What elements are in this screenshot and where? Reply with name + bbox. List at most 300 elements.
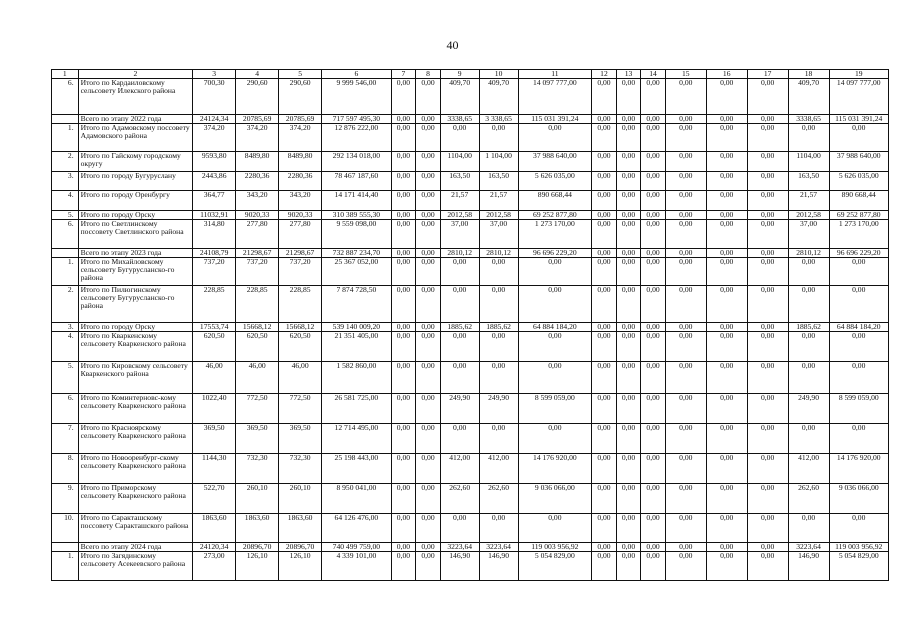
cell-value: 277,80 xyxy=(236,220,279,249)
cell-value: 0,00 xyxy=(592,249,617,258)
cell-value: 0,00 xyxy=(641,258,666,286)
cell-value: 310 389 555,30 xyxy=(322,211,392,220)
cell-value: 0,00 xyxy=(391,484,416,514)
cell-value: 290,60 xyxy=(279,79,322,115)
table-row xyxy=(52,323,889,332)
cell-value: 374,20 xyxy=(193,124,236,152)
column-number-4: 4 xyxy=(236,70,279,79)
cell-value: 0,00 xyxy=(706,152,747,172)
cell-value: 12 714 495,00 xyxy=(322,424,392,454)
cell-value: 0,00 xyxy=(416,286,441,323)
cell-value: 46,00 xyxy=(236,362,279,394)
cell-value: 0,00 xyxy=(706,258,747,286)
cell-value: 409,70 xyxy=(788,79,829,115)
table-row xyxy=(52,424,889,454)
column-number-15: 15 xyxy=(665,70,706,79)
cell-value: 21,57 xyxy=(479,191,518,211)
cell-value: 0,00 xyxy=(592,79,617,115)
cell-value: 0,00 xyxy=(592,152,617,172)
table-row xyxy=(52,220,889,249)
cell-value: 228,85 xyxy=(279,286,322,323)
cell-value: 0,00 xyxy=(706,362,747,394)
cell-value: 5 054 829,00 xyxy=(829,552,888,581)
cell-value: 0,00 xyxy=(788,514,829,543)
cell-value: 0,00 xyxy=(616,514,641,543)
table-body xyxy=(52,79,889,581)
cell-value: 25 367 052,00 xyxy=(322,258,392,286)
cell-value: 0,00 xyxy=(829,332,888,362)
cell-value: 0,00 xyxy=(391,79,416,115)
table-row xyxy=(52,484,889,514)
cell-value: 0,00 xyxy=(665,424,706,454)
cell-value: 0,00 xyxy=(616,454,641,484)
table-row xyxy=(52,211,889,220)
cell-value: 8 599 059,00 xyxy=(829,394,888,424)
cell-value: 0,00 xyxy=(391,211,416,220)
cell-value: 0,00 xyxy=(665,323,706,332)
cell-value: 0,00 xyxy=(641,332,666,362)
cell-value: 5 626 035,00 xyxy=(829,172,888,191)
cell-value: 0,00 xyxy=(829,258,888,286)
cell-value: 0,00 xyxy=(479,362,518,394)
column-number-18: 18 xyxy=(788,70,829,79)
cell-value: 0,00 xyxy=(747,394,788,424)
column-number-row xyxy=(52,70,889,79)
cell-value: 0,00 xyxy=(479,124,518,152)
cell-value: 0,00 xyxy=(479,332,518,362)
cell-value: 0,00 xyxy=(706,79,747,115)
cell-value: 0,00 xyxy=(747,362,788,394)
row-label: Итого по Красноярскому сельсовету Кваркенского района xyxy=(78,424,193,454)
cell-value: 0,00 xyxy=(416,152,441,172)
cell-value: 0,00 xyxy=(706,211,747,220)
cell-value: 277,80 xyxy=(279,220,322,249)
cell-value: 0,00 xyxy=(665,286,706,323)
cell-value: 364,77 xyxy=(193,191,236,211)
cell-value: 0,00 xyxy=(416,249,441,258)
cell-value: 0,00 xyxy=(641,552,666,581)
cell-value: 0,00 xyxy=(518,424,592,454)
cell-value: 0,00 xyxy=(391,362,416,394)
cell-value: 0,00 xyxy=(665,249,706,258)
cell-value: 0,00 xyxy=(416,258,441,286)
cell-value: 1863,60 xyxy=(193,514,236,543)
cell-value: 0,00 xyxy=(665,362,706,394)
cell-value: 0,00 xyxy=(479,286,518,323)
cell-value: 273,00 xyxy=(193,552,236,581)
cell-value: 0,00 xyxy=(641,394,666,424)
cell-value: 0,00 xyxy=(706,172,747,191)
cell-value: 9 559 098,00 xyxy=(322,220,392,249)
stage-total-row xyxy=(52,249,889,258)
cell-value: 0,00 xyxy=(641,220,666,249)
cell-value: 0,00 xyxy=(665,258,706,286)
cell-value: 0,00 xyxy=(665,152,706,172)
cell-value: 249,90 xyxy=(440,394,479,424)
cell-value: 8 599 059,00 xyxy=(518,394,592,424)
cell-value: 0,00 xyxy=(706,424,747,454)
row-label: Итого по Приморскому сельсовету Кваркенского района xyxy=(78,484,193,514)
cell-value: 1 273 170,00 xyxy=(518,220,592,249)
cell-value: 0,00 xyxy=(416,220,441,249)
cell-value: 0,00 xyxy=(391,124,416,152)
table-row xyxy=(52,332,889,362)
cell-value: 0,00 xyxy=(665,191,706,211)
table-row xyxy=(52,394,889,424)
cell-value: 37,00 xyxy=(479,220,518,249)
cell-value: 412,00 xyxy=(788,454,829,484)
column-number-13: 13 xyxy=(616,70,641,79)
cell-value: 260,10 xyxy=(236,484,279,514)
row-label: Итого по Кваркенскому сельсовету Кваркенского района xyxy=(78,332,193,362)
cell-value: 146,90 xyxy=(440,552,479,581)
row-number: 2. xyxy=(52,286,79,323)
column-number-6: 6 xyxy=(322,70,392,79)
cell-value: 539 140 009,20 xyxy=(322,323,392,332)
cell-value: 96 696 229,20 xyxy=(518,249,592,258)
cell-value: 9020,33 xyxy=(279,211,322,220)
cell-value: 0,00 xyxy=(391,220,416,249)
cell-value: 0,00 xyxy=(665,79,706,115)
cell-value: 1863,60 xyxy=(279,514,322,543)
row-label: Итого по городу Оренбургу xyxy=(78,191,193,211)
row-label: Всего по этапу 2023 года xyxy=(78,249,193,258)
cell-value: 249,90 xyxy=(788,394,829,424)
row-number: 3. xyxy=(52,323,79,332)
cell-value: 20896,70 xyxy=(236,543,279,552)
cell-value: 21,57 xyxy=(440,191,479,211)
cell-value: 620,50 xyxy=(193,332,236,362)
cell-value: 0,00 xyxy=(592,258,617,286)
cell-value: 146,90 xyxy=(479,552,518,581)
cell-value: 14 171 414,40 xyxy=(322,191,392,211)
cell-value: 1104,00 xyxy=(788,152,829,172)
table-row xyxy=(52,552,889,581)
cell-value: 620,50 xyxy=(279,332,322,362)
cell-value: 96 696 229,20 xyxy=(829,249,888,258)
stage-total-row xyxy=(52,115,889,124)
cell-value: 0,00 xyxy=(747,124,788,152)
cell-value: 0,00 xyxy=(641,543,666,552)
housing-program-table xyxy=(51,69,889,581)
cell-value: 0,00 xyxy=(747,172,788,191)
cell-value: 3338,65 xyxy=(788,115,829,124)
row-label: Итого по Светлинскому поссовету Светлинского района xyxy=(78,220,193,249)
cell-value: 890 668,44 xyxy=(518,191,592,211)
cell-value: 0,00 xyxy=(706,484,747,514)
cell-value: 0,00 xyxy=(829,362,888,394)
cell-value: 0,00 xyxy=(391,152,416,172)
cell-value: 0,00 xyxy=(479,424,518,454)
cell-value: 0,00 xyxy=(592,362,617,394)
row-number xyxy=(52,115,79,124)
cell-value: 0,00 xyxy=(706,286,747,323)
cell-value: 15668,12 xyxy=(236,323,279,332)
cell-value: 260,10 xyxy=(279,484,322,514)
cell-value: 0,00 xyxy=(518,124,592,152)
cell-value: 0,00 xyxy=(641,79,666,115)
cell-value: 0,00 xyxy=(829,424,888,454)
cell-value: 2012,58 xyxy=(479,211,518,220)
cell-value: 163,50 xyxy=(479,172,518,191)
cell-value: 0,00 xyxy=(747,332,788,362)
cell-value: 0,00 xyxy=(641,362,666,394)
cell-value: 0,00 xyxy=(747,211,788,220)
cell-value: 0,00 xyxy=(665,484,706,514)
cell-value: 0,00 xyxy=(440,332,479,362)
cell-value: 21,57 xyxy=(788,191,829,211)
cell-value: 20785,69 xyxy=(236,115,279,124)
cell-value: 0,00 xyxy=(518,514,592,543)
cell-value: 0,00 xyxy=(641,115,666,124)
cell-value: 0,00 xyxy=(641,191,666,211)
cell-value: 343,20 xyxy=(236,191,279,211)
cell-value: 0,00 xyxy=(391,191,416,211)
cell-value: 0,00 xyxy=(665,514,706,543)
cell-value: 0,00 xyxy=(479,514,518,543)
cell-value: 0,00 xyxy=(518,362,592,394)
page-number: 40 xyxy=(446,38,459,52)
cell-value: 0,00 xyxy=(829,286,888,323)
cell-value: 0,00 xyxy=(592,424,617,454)
cell-value: 9020,33 xyxy=(236,211,279,220)
row-label: Итого по Загядинскому сельсовету Асекеевского района xyxy=(78,552,193,581)
cell-value: 12 876 222,00 xyxy=(322,124,392,152)
cell-value: 4 339 101,00 xyxy=(322,552,392,581)
cell-value: 0,00 xyxy=(391,115,416,124)
cell-value: 1144,30 xyxy=(193,454,236,484)
cell-value: 0,00 xyxy=(747,552,788,581)
cell-value: 0,00 xyxy=(616,249,641,258)
row-number xyxy=(52,249,79,258)
cell-value: 37 988 640,00 xyxy=(829,152,888,172)
cell-value: 0,00 xyxy=(391,172,416,191)
row-label: Итого по Адамовскому поссовету Адамовского района xyxy=(78,124,193,152)
column-number-16: 16 xyxy=(706,70,747,79)
row-label: Итого по городу Бугуруслану xyxy=(78,172,193,191)
cell-value: 69 252 877,80 xyxy=(829,211,888,220)
cell-value: 126,10 xyxy=(279,552,322,581)
cell-value: 772,50 xyxy=(279,394,322,424)
cell-value: 0,00 xyxy=(747,543,788,552)
cell-value: 0,00 xyxy=(391,454,416,484)
cell-value: 0,00 xyxy=(706,332,747,362)
cell-value: 0,00 xyxy=(592,454,617,484)
cell-value: 146,90 xyxy=(788,552,829,581)
cell-value: 0,00 xyxy=(416,332,441,362)
row-number xyxy=(52,543,79,552)
cell-value: 262,60 xyxy=(788,484,829,514)
cell-value: 249,90 xyxy=(479,394,518,424)
column-number-14: 14 xyxy=(641,70,666,79)
cell-value: 0,00 xyxy=(416,552,441,581)
cell-value: 0,00 xyxy=(641,286,666,323)
cell-value: 0,00 xyxy=(706,191,747,211)
cell-value: 5 054 829,00 xyxy=(518,552,592,581)
row-number: 6. xyxy=(52,220,79,249)
cell-value: 0,00 xyxy=(788,332,829,362)
cell-value: 26 581 725,00 xyxy=(322,394,392,424)
cell-value: 0,00 xyxy=(616,552,641,581)
cell-value: 0,00 xyxy=(747,323,788,332)
cell-value: 0,00 xyxy=(391,249,416,258)
cell-value: 115 031 391,24 xyxy=(829,115,888,124)
cell-value: 0,00 xyxy=(665,220,706,249)
cell-value: 0,00 xyxy=(391,514,416,543)
row-number: 1. xyxy=(52,552,79,581)
cell-value: 0,00 xyxy=(416,514,441,543)
cell-value: 369,50 xyxy=(193,424,236,454)
cell-value: 14 176 920,00 xyxy=(829,454,888,484)
row-number: 8. xyxy=(52,454,79,484)
cell-value: 0,00 xyxy=(616,323,641,332)
cell-value: 46,00 xyxy=(279,362,322,394)
cell-value: 0,00 xyxy=(616,394,641,424)
row-number: 4. xyxy=(52,191,79,211)
cell-value: 1 582 860,00 xyxy=(322,362,392,394)
cell-value: 0,00 xyxy=(829,514,888,543)
cell-value: 737,20 xyxy=(279,258,322,286)
cell-value: 732,30 xyxy=(279,454,322,484)
cell-value: 262,60 xyxy=(479,484,518,514)
cell-value: 7 874 728,50 xyxy=(322,286,392,323)
cell-value: 0,00 xyxy=(641,211,666,220)
cell-value: 0,00 xyxy=(592,211,617,220)
column-number-17: 17 xyxy=(747,70,788,79)
cell-value: 0,00 xyxy=(416,454,441,484)
cell-value: 0,00 xyxy=(416,172,441,191)
cell-value: 0,00 xyxy=(416,191,441,211)
cell-value: 8 950 041,00 xyxy=(322,484,392,514)
cell-value: 0,00 xyxy=(706,323,747,332)
cell-value: 64 884 184,20 xyxy=(829,323,888,332)
cell-value: 0,00 xyxy=(641,124,666,152)
cell-value: 9 999 546,00 xyxy=(322,79,392,115)
cell-value: 0,00 xyxy=(616,220,641,249)
cell-value: 0,00 xyxy=(592,484,617,514)
cell-value: 0,00 xyxy=(440,424,479,454)
cell-value: 2012,58 xyxy=(440,211,479,220)
cell-value: 0,00 xyxy=(641,514,666,543)
row-number: 5. xyxy=(52,362,79,394)
cell-value: 15668,12 xyxy=(279,323,322,332)
cell-value: 0,00 xyxy=(747,115,788,124)
row-number: 1. xyxy=(52,258,79,286)
cell-value: 9 036 066,00 xyxy=(518,484,592,514)
cell-value: 412,00 xyxy=(440,454,479,484)
column-number-5: 5 xyxy=(279,70,322,79)
cell-value: 0,00 xyxy=(747,424,788,454)
table-row xyxy=(52,172,889,191)
cell-value: 1 273 170,00 xyxy=(829,220,888,249)
row-label: Итого по Пилюгинскому сельсовету Бугурусланско-го района xyxy=(78,286,193,323)
table-row xyxy=(52,454,889,484)
cell-value: 0,00 xyxy=(416,79,441,115)
cell-value: 0,00 xyxy=(391,323,416,332)
cell-value: 0,00 xyxy=(616,115,641,124)
cell-value: 115 031 391,24 xyxy=(518,115,592,124)
row-label: Итого по Коминтерновс-кому сельсовету Кваркенского района xyxy=(78,394,193,424)
row-label: Итого по городу Орску xyxy=(78,323,193,332)
cell-value: 228,85 xyxy=(193,286,236,323)
cell-value: 0,00 xyxy=(788,124,829,152)
row-label: Всего по этапу 2022 года xyxy=(78,115,193,124)
cell-value: 37,00 xyxy=(788,220,829,249)
cell-value: 0,00 xyxy=(440,286,479,323)
cell-value: 369,50 xyxy=(236,424,279,454)
cell-value: 0,00 xyxy=(391,258,416,286)
cell-value: 0,00 xyxy=(747,152,788,172)
row-number: 6. xyxy=(52,394,79,424)
row-label: Всего по этапу 2024 года xyxy=(78,543,193,552)
row-label: Итого по Кировскому сельсовету Кваркенского района xyxy=(78,362,193,394)
cell-value: 0,00 xyxy=(665,115,706,124)
cell-value: 0,00 xyxy=(592,514,617,543)
cell-value: 412,00 xyxy=(479,454,518,484)
cell-value: 369,50 xyxy=(279,424,322,454)
cell-value: 0,00 xyxy=(391,332,416,362)
cell-value: 20896,70 xyxy=(279,543,322,552)
column-number-10: 10 xyxy=(479,70,518,79)
cell-value: 69 252 877,80 xyxy=(518,211,592,220)
cell-value: 9593,80 xyxy=(193,152,236,172)
cell-value: 0,00 xyxy=(440,124,479,152)
cell-value: 21 351 405,00 xyxy=(322,332,392,362)
cell-value: 0,00 xyxy=(747,220,788,249)
column-number-3: 3 xyxy=(193,70,236,79)
cell-value: 37,00 xyxy=(440,220,479,249)
cell-value: 0,00 xyxy=(616,211,641,220)
cell-value: 0,00 xyxy=(641,454,666,484)
cell-value: 0,00 xyxy=(592,124,617,152)
cell-value: 21298,67 xyxy=(236,249,279,258)
cell-value: 0,00 xyxy=(592,323,617,332)
cell-value: 0,00 xyxy=(788,424,829,454)
cell-value: 163,50 xyxy=(788,172,829,191)
cell-value: 772,50 xyxy=(236,394,279,424)
cell-value: 0,00 xyxy=(616,124,641,152)
table-row xyxy=(52,362,889,394)
cell-value: 0,00 xyxy=(416,543,441,552)
cell-value: 0,00 xyxy=(665,124,706,152)
cell-value: 0,00 xyxy=(416,484,441,514)
stage-total-row xyxy=(52,543,889,552)
cell-value: 0,00 xyxy=(616,79,641,115)
cell-value: 14 097 777,00 xyxy=(829,79,888,115)
cell-value: 46,00 xyxy=(193,362,236,394)
cell-value: 522,70 xyxy=(193,484,236,514)
cell-value: 0,00 xyxy=(616,172,641,191)
cell-value: 0,00 xyxy=(641,152,666,172)
cell-value: 0,00 xyxy=(479,258,518,286)
cell-value: 0,00 xyxy=(616,152,641,172)
table-row xyxy=(52,124,889,152)
row-number: 1. xyxy=(52,124,79,152)
cell-value: 0,00 xyxy=(641,172,666,191)
cell-value: 0,00 xyxy=(706,514,747,543)
cell-value: 0,00 xyxy=(416,323,441,332)
cell-value: 0,00 xyxy=(416,211,441,220)
cell-value: 64 884 184,20 xyxy=(518,323,592,332)
cell-value: 0,00 xyxy=(391,552,416,581)
cell-value: 0,00 xyxy=(592,332,617,362)
cell-value: 24120,34 xyxy=(193,543,236,552)
cell-value: 0,00 xyxy=(788,362,829,394)
cell-value: 0,00 xyxy=(665,543,706,552)
cell-value: 0,00 xyxy=(641,424,666,454)
column-number-11: 11 xyxy=(518,70,592,79)
table-row xyxy=(52,514,889,543)
